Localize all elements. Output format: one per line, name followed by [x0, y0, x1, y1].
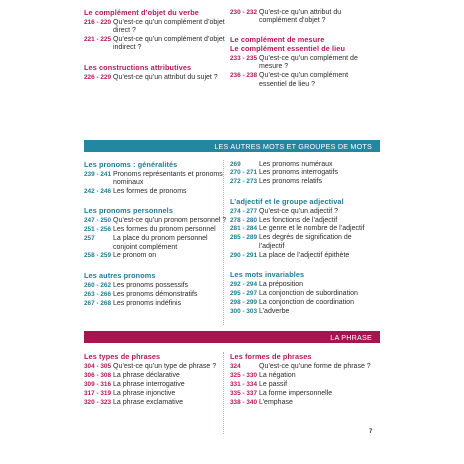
- toc-group: [84, 206, 230, 260]
- page-range: 281 - 284: [230, 225, 258, 233]
- page-range: 298 - 299: [230, 298, 258, 306]
- entry-title: La phrase interrogative: [113, 380, 185, 388]
- toc-entry: [230, 9, 376, 26]
- toc-entry: [230, 234, 376, 251]
- page-range: 257: [84, 235, 95, 243]
- entry-title: Les fonctions de l’adjectif: [259, 216, 338, 224]
- section-heading: Les constructions attributives: [84, 62, 192, 72]
- toc-entry: [230, 72, 376, 89]
- toc-entry: [84, 363, 230, 371]
- section2-right-column: [230, 160, 376, 326]
- entry-title: La conjonction de coordination: [259, 298, 354, 306]
- toc-entry: [84, 282, 230, 290]
- toc-group: [230, 270, 376, 316]
- section-heading: Les formes de phrases: [230, 352, 312, 361]
- section-heading: Les pronoms personnels: [84, 206, 173, 216]
- entry-title: La préposition: [259, 280, 303, 288]
- toc-entry: [230, 363, 376, 371]
- toc-entry: [230, 217, 376, 225]
- toc-group: [230, 9, 376, 26]
- entry-title: La phrase déclarative: [113, 371, 180, 379]
- page-range: 269: [230, 160, 241, 168]
- entry-title: Qu’est-ce qu’un complément essentiel de lieu ?: [259, 72, 349, 88]
- entry-title: Le pronom on: [113, 252, 157, 260]
- banner-sentence: [84, 331, 380, 343]
- toc-group: [84, 63, 230, 82]
- toc-entry: [230, 290, 376, 298]
- section3-right-column: [230, 352, 376, 417]
- section-heading: Le complément de mesure: [230, 35, 325, 45]
- entry-title: Qu’est-ce qu’un complément de mesure ?: [259, 55, 358, 71]
- page-range: 335 - 337: [230, 389, 258, 397]
- page-range: 317 - 319: [84, 389, 112, 397]
- page-range: 239 - 241: [84, 171, 112, 178]
- page-range: 320 - 323: [84, 398, 112, 406]
- page-range: 221 - 225: [84, 36, 112, 44]
- page-range: 230 - 232: [230, 8, 258, 16]
- page-number: 7: [369, 429, 373, 435]
- toc-entry: [84, 372, 230, 380]
- banner-other-words: [84, 140, 380, 152]
- page-range: 278 - 280: [230, 216, 258, 224]
- banner-sentence-label: LA PHRASE: [330, 332, 372, 342]
- section-heading: Le complément d’objet du verbe: [84, 8, 199, 17]
- toc-entry: [84, 19, 230, 36]
- section-heading: L’adjectif et le groupe adjectival: [230, 196, 344, 206]
- entry-title: Les pronoms indéfinis: [113, 299, 182, 307]
- entry-title: La place du pronom personnel conjoint complément: [113, 235, 208, 251]
- entry-title: La place de l’adjectif épithète: [259, 251, 350, 259]
- entry-title: Le passif: [259, 380, 288, 388]
- toc-entry: [230, 390, 376, 398]
- toc-group: [84, 160, 230, 196]
- page-range: 260 - 262: [84, 281, 112, 289]
- toc-entry: [84, 36, 230, 53]
- entry-title: La phrase exclamative: [113, 398, 184, 406]
- page-range: 270 - 271: [230, 169, 258, 177]
- page-range: 290 - 291: [230, 251, 258, 259]
- section-heading: Les autres pronoms: [84, 270, 156, 280]
- toc-entry: [230, 169, 376, 177]
- toc-entry: [230, 399, 376, 407]
- toc-entry: [84, 74, 230, 82]
- page-range: 331 - 334: [230, 380, 258, 388]
- toc-entry: [230, 161, 376, 169]
- toc-group: [84, 352, 230, 407]
- entry-title: La forme impersonnelle: [259, 389, 333, 397]
- entry-title: La conjonction de subordination: [259, 289, 358, 297]
- entry-title: Qu’est-ce qu’un attribut du sujet ?: [113, 73, 218, 81]
- toc-entry: [84, 291, 230, 299]
- toc-entry: [84, 217, 230, 225]
- section2-left-column: [84, 160, 230, 318]
- section-heading: Les mots invariables: [230, 269, 305, 279]
- toc-group: [230, 352, 376, 407]
- section1-right-column: [230, 8, 376, 99]
- entry-title: Qu’est-ce qu’un complément d’objet indirect ?: [113, 36, 225, 52]
- page-range: 309 - 316: [84, 380, 112, 388]
- toc-entry: [230, 308, 376, 316]
- entry-title: Le genre et le nombre de l’adjectif: [259, 225, 365, 233]
- toc-group: [230, 197, 376, 260]
- entry-title: La phrase injonctive: [113, 389, 176, 397]
- toc-entry: [230, 225, 376, 233]
- entry-title: Les pronoms possessifs: [113, 281, 189, 289]
- page-range: 247 - 250: [84, 217, 112, 225]
- page-range: 267 - 268: [84, 299, 112, 307]
- toc-entry: [230, 55, 376, 72]
- toc-entry: [230, 372, 376, 380]
- entry-title: Les formes de pronoms: [113, 188, 187, 196]
- entry-title: Qu’est-ce qu’un type de phrase ?: [113, 363, 217, 370]
- page-range: 233 - 235: [230, 55, 258, 63]
- entry-title: La négation: [259, 371, 296, 379]
- page-range: 236 - 238: [230, 72, 258, 80]
- toc-entry: [230, 281, 376, 289]
- toc-entry: [230, 381, 376, 389]
- entry-title: Qu’est-ce qu’un adjectif ?: [259, 207, 338, 215]
- entry-title: Qu’est-ce qu’une forme de phrase ?: [259, 363, 371, 370]
- entry-title: Qu’est-ce qu’un attribut du complément d’objet ?: [259, 8, 342, 24]
- entry-title: Les pronoms relatifs: [259, 178, 323, 186]
- toc-entry: [84, 226, 230, 234]
- page-range: 325 - 330: [230, 371, 258, 379]
- toc-entry: [84, 235, 230, 252]
- entry-title: Les pronoms interrogatifs: [259, 169, 338, 177]
- toc-entry: [230, 208, 376, 216]
- section3-left-column: [84, 352, 230, 417]
- page-range: 304 - 305: [84, 363, 112, 370]
- page-range: 324: [230, 363, 241, 370]
- entry-title: L’adverbe: [259, 307, 290, 315]
- page-range: 285 - 289: [230, 234, 258, 242]
- toc-entry: [230, 299, 376, 307]
- toc-entry: [230, 252, 376, 260]
- toc-entry: [84, 171, 230, 188]
- section-heading: Les types de phrases: [84, 352, 161, 361]
- toc-entry: [230, 178, 376, 186]
- entry-title: Qu’est-ce qu’un complément d’objet direct ?: [113, 19, 225, 35]
- page-range: 258 - 259: [84, 252, 112, 260]
- page-range: 216 - 220: [84, 19, 112, 26]
- entry-title: Les degrés de signification de l’adjectif: [259, 234, 352, 250]
- section1-left-column: [84, 8, 230, 92]
- toc-entry: [84, 381, 230, 389]
- toc-entry: [84, 188, 230, 196]
- toc-group: [84, 271, 230, 308]
- entry-title: Les formes du pronom personnel: [113, 226, 216, 234]
- entry-title: Les pronoms numéraux: [259, 160, 333, 168]
- entry-title: Qu’est-ce qu’un pronom personnel ?: [113, 217, 227, 225]
- page-range: 242 - 246: [84, 188, 112, 196]
- toc-group: [84, 8, 230, 53]
- entry-title: L’emphase: [259, 398, 293, 406]
- page-range: 306 - 308: [84, 371, 112, 379]
- toc-entry: [84, 390, 230, 398]
- page-range: 292 - 294: [230, 280, 258, 288]
- toc-entry: [84, 399, 230, 407]
- toc-entry: [84, 252, 230, 260]
- page-range: 272 - 273: [230, 178, 258, 186]
- page-range: 274 - 277: [230, 207, 258, 215]
- toc-group: [230, 161, 376, 187]
- page-range: 295 - 297: [230, 289, 258, 297]
- section-heading: Le complément essentiel de lieu: [230, 44, 346, 54]
- entry-title: Pronoms représentants et pronoms nominaux: [113, 171, 223, 187]
- page-range: 338 - 340: [230, 398, 258, 406]
- section-heading: Les pronoms : généralités: [84, 160, 178, 169]
- toc-group: [230, 35, 376, 89]
- toc-entry: [84, 300, 230, 308]
- entry-title: Les pronoms démonstratifs: [113, 290, 198, 298]
- banner-other-words-label: LES AUTRES MOTS ET GROUPES DE MOTS: [214, 141, 372, 151]
- page-range: 300 - 303: [230, 307, 258, 315]
- page-range: 251 - 256: [84, 226, 112, 234]
- page-range: 263 - 266: [84, 290, 112, 298]
- page-range: 226 - 229: [84, 73, 112, 81]
